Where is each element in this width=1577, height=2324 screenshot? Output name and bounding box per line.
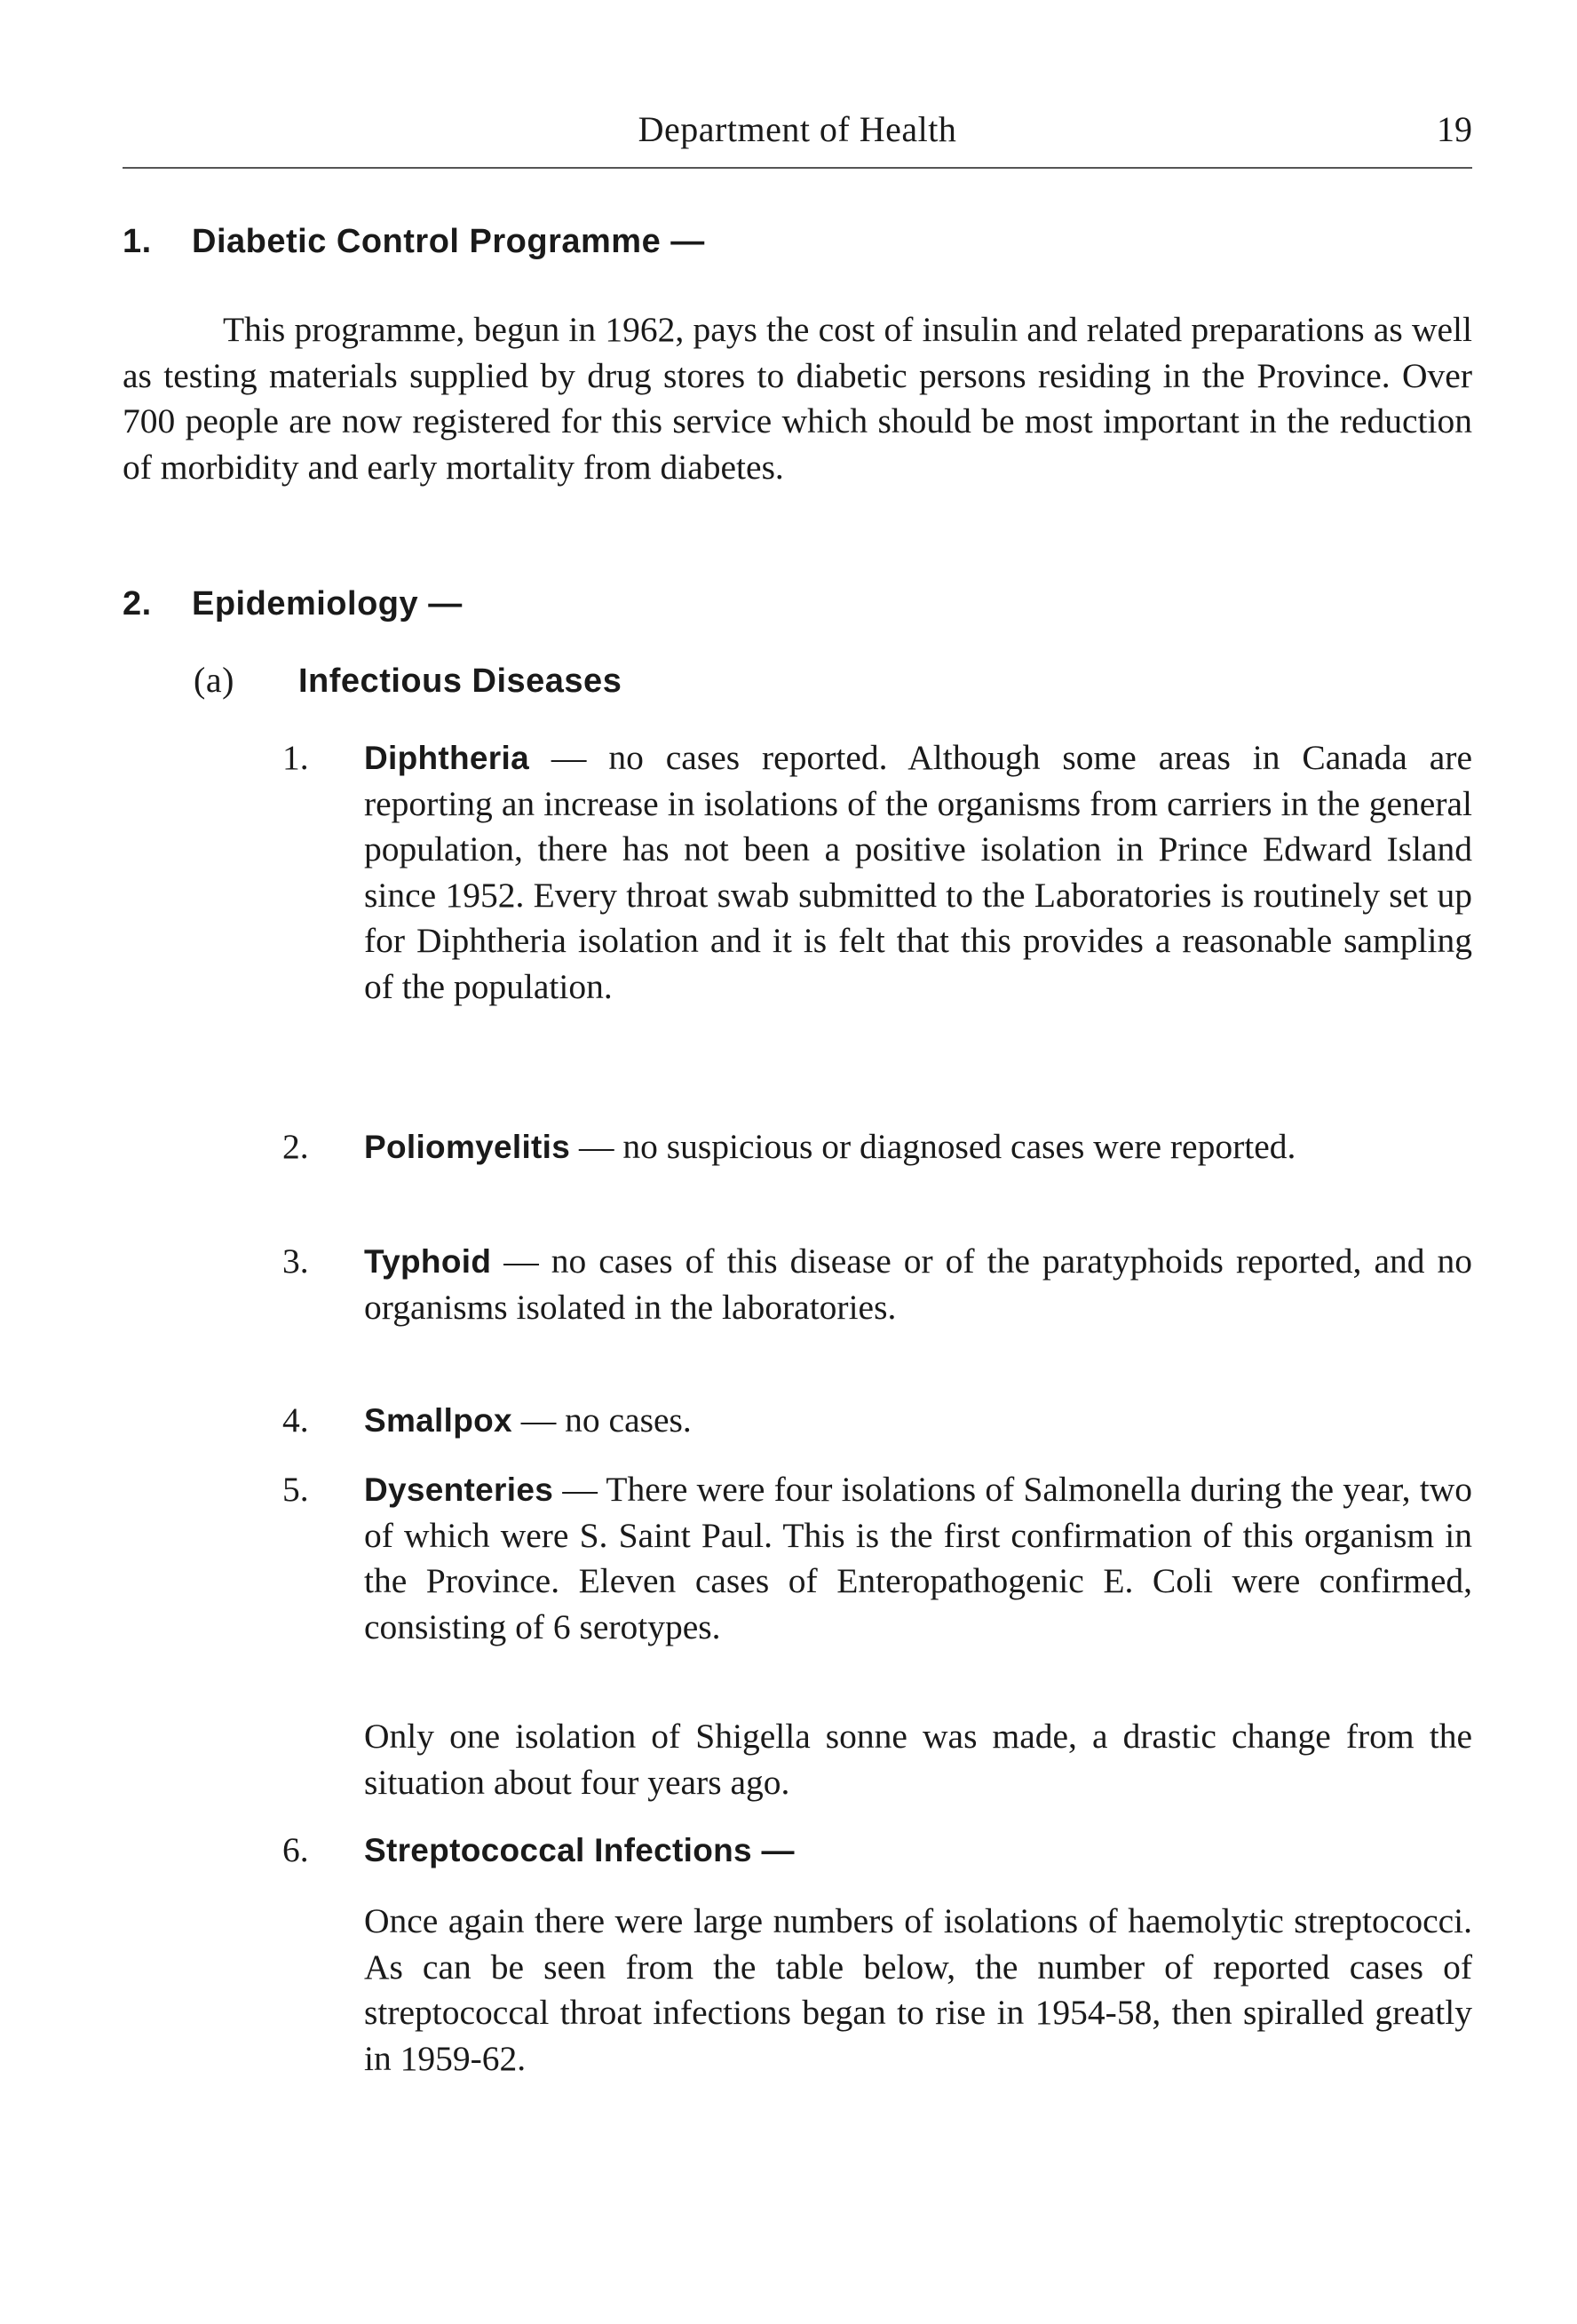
section-heading-epidemiology [123,581,463,627]
subsection-heading-infectious-diseases [194,657,622,704]
subsection-marker: (a) [194,660,234,700]
item-number: 2. [282,1127,309,1166]
item-term: Dysenteries [364,1471,554,1508]
streptococcal-paragraph: Once again there were large numbers of isolations of haemolytic streptococci. As can be seen from the table below, the number of reported cases of streptococcal throat infections began to rise in 1954-58, then spiralled greatly in 1959-62. [364,1901,1472,2078]
item-text: — no cases. [511,1400,692,1440]
item-term: Streptococcal Infections — [364,1832,795,1868]
header-rule [123,167,1472,169]
item-body [364,1398,1472,1444]
item-text: — no cases reported. Although some areas in Canada are reporting an increase in isolations of the organisms from carriers in the general population, there has not been a positive isolation in Prince Edward Island since 1952. Every throat swab submitted to the Laboratories is routinely set up for Diphtheria isolation and it is felt that this provides a reasonable sampling of the population. [364,738,1472,1006]
diabetic-paragraph: This programme, begun in 1962, pays the cost of insulin and related preparations as well as testing materials supplied by drug stores to diabetic persons residing in the Province. Over 700 people are now registered for this service which should be most important in the reduction of morbidity and early mortality from diabetes. [123,310,1472,487]
item-body [364,1124,1472,1170]
subsection-title: Infectious Diseases [298,662,622,700]
item-body [364,735,1472,1010]
item-number: 1. [282,738,309,777]
item-body [364,1467,1472,1650]
section-title: Epidemiology — [192,585,463,623]
running-title: Department of Health [638,109,957,149]
item-term: Typhoid [364,1243,492,1280]
section-title: Diabetic Control Programme — [192,223,705,260]
item-term: Smallpox [364,1402,512,1439]
running-head [123,105,1472,158]
item-number: 5. [282,1470,309,1509]
item-text: — There were four isolations of Salmonella during the year, two of which were S. Saint Paul. This is the first confirmation of this organism in the Province. Eleven cases of Enteropathogenic E. Coli were confirmed, consisting of 6 serotypes. [364,1470,1472,1646]
item-text: — no suspicious or diagnosed cases were reported. [570,1127,1296,1166]
page-number: 19 [1437,109,1472,149]
item-term: Diphtheria [364,740,529,776]
item-number: 3. [282,1241,309,1281]
item-number: 6. [282,1830,309,1869]
section-heading-diabetic [123,218,705,265]
item-body [364,1828,1472,1874]
section-number: 2. [123,585,152,623]
section-number: 1. [123,223,152,260]
item-number: 4. [282,1400,309,1440]
item-term: Poliomyelitis [364,1129,571,1165]
dysenteries-followup-paragraph: Only one isolation of Shigella sonne was made, a drastic change from the situation about four years ago. [364,1717,1472,1802]
item-text: — no cases of this disease or of the paratyphoids reported, and no organisms isolated in the laboratories. [364,1241,1472,1327]
item-body [364,1239,1472,1330]
